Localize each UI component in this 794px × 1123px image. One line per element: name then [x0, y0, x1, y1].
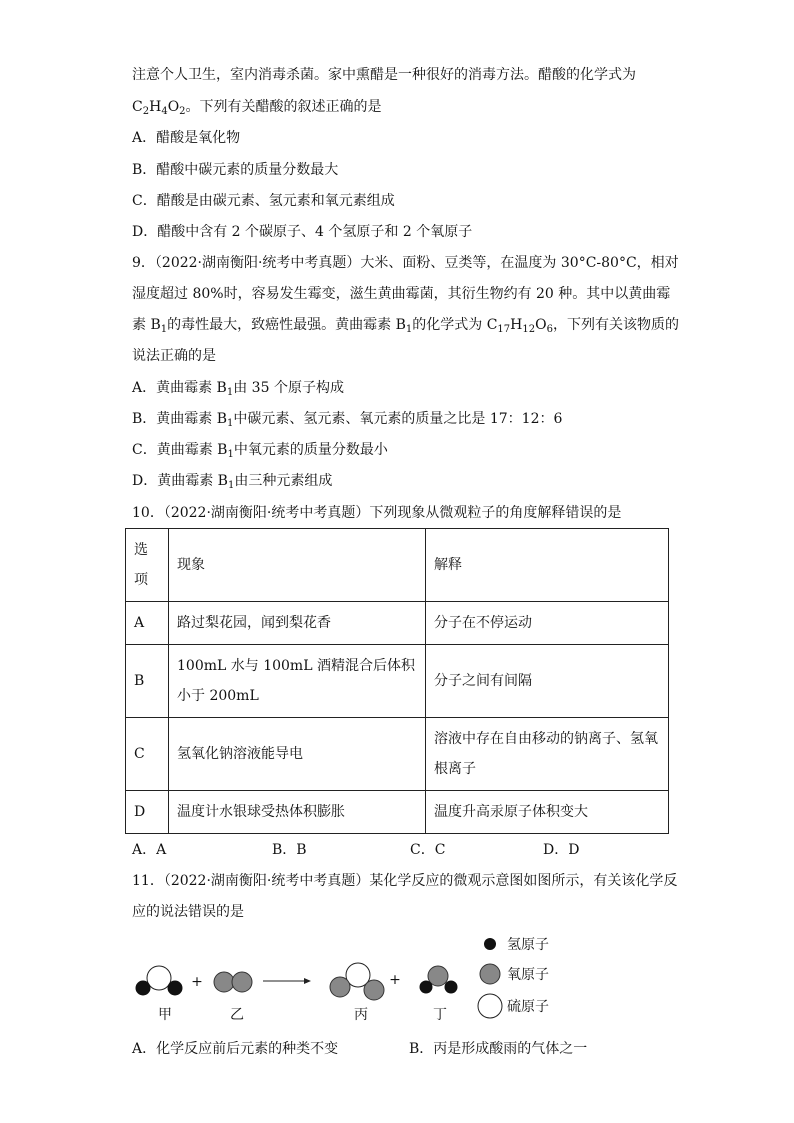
- row-option: A: [126, 602, 169, 645]
- table-row: [126, 791, 669, 834]
- q10-table: [125, 528, 669, 834]
- q9-option-c: C．黄曲霉素 $B_1$中氧元素的质量分数最小: [132, 442, 388, 460]
- q9-option-b: B．黄曲霉素 $B_1$中碳元素、氢元素、氧元素的质量之比是 17：12：6: [132, 411, 563, 429]
- q10-stem: 10．（2022·湖南衡阳·统考中考真题）下列现象从微观粒子的角度解释错误的是: [132, 505, 622, 521]
- table-row: [126, 645, 669, 718]
- q8-option-b: B．醋酸中碳元素的质量分数最大: [132, 162, 339, 178]
- table-row: [126, 602, 669, 645]
- q10-answer-a: A．A: [132, 842, 167, 858]
- q11-stem-line2: 应的说法错误的是: [132, 904, 244, 920]
- q8-stem-line2: $C_2H_4O_2$。下列有关醋酸的叙述正确的是: [132, 99, 382, 117]
- q8-option-d: D．醋酸中含有 2 个碳原子、4 个氢原子和 2 个氧原子: [132, 224, 473, 240]
- label-ding: 丁: [433, 1007, 447, 1023]
- q9-stem-line2: 湿度超过 80%时，容易发生霉变，滋生黄曲霉菌，其衍生物约有 20 种。其中以黄曲霉: [132, 286, 671, 302]
- label-yi: 乙: [230, 1007, 244, 1023]
- q10-answer-c: C．C: [410, 842, 446, 858]
- molecule-yi: [214, 972, 252, 992]
- row-explanation: 温度升高汞原子体积变大: [426, 791, 669, 834]
- table-header-row: [126, 529, 669, 602]
- q9-option-a: A．黄曲霉素 $B_1$由 35 个原子构成: [132, 380, 344, 398]
- row-option: C: [126, 718, 169, 791]
- reaction-diagram: [125, 930, 585, 1030]
- q10-answer-options: [132, 840, 692, 860]
- q11-option-a: A．化学反应前后元素的种类不变: [132, 1041, 339, 1057]
- q10-answer-d: D．D: [543, 842, 580, 858]
- header-phenomenon: 现象: [169, 529, 426, 602]
- legend-oxygen-label: 氧原子: [507, 967, 549, 983]
- row-explanation: 溶液中存在自由移动的钠离子、氢氧根离子: [426, 718, 669, 791]
- label-jia: 甲: [158, 1007, 172, 1023]
- table-row: [126, 718, 669, 791]
- plus-sign-2: +: [389, 972, 401, 988]
- molecule-jia: [136, 966, 182, 995]
- q11-stem-line1: 11．（2022·湖南衡阳·统考中考真题）某化学反应的微观示意图如图所示，有关该化学反: [132, 873, 678, 889]
- molecule-ding: [420, 966, 457, 993]
- legend-hydrogen-icon: [484, 938, 496, 950]
- q9-stem-line3: 素 $B_1$的毒性最大，致癌性最强。黄曲霉素 $B_1$的化学式为 $C_{17}H_{12}O_6$，下列有关该物质的: [132, 317, 679, 335]
- header-explanation: 解释: [426, 529, 669, 602]
- row-option: D: [126, 791, 169, 834]
- row-phenomenon: 温度计水银球受热体积膨胀: [169, 791, 426, 834]
- legend-sulfur-icon: [478, 994, 502, 1018]
- legend-hydrogen-label: 氢原子: [507, 937, 549, 953]
- legend-oxygen-icon: [480, 964, 500, 984]
- label-bing: 丙: [354, 1007, 368, 1023]
- q9-stem-line1: 9．（2022·湖南衡阳·统考中考真题）大米、面粉、豆类等，在温度为 30°C-80°C，相对: [132, 255, 679, 271]
- q10-answer-b: B．B: [272, 842, 307, 858]
- header-option: 选项: [126, 529, 169, 602]
- q8-stem-line1: 注意个人卫生，室内消毒杀菌。家中熏醋是一种很好的消毒方法。醋酸的化学式为: [132, 67, 636, 83]
- row-explanation: 分子在不停运动: [426, 602, 669, 645]
- q8-option-c: C．醋酸是由碳元素、氢元素和氧元素组成: [132, 193, 395, 209]
- row-explanation: 分子之间有间隔: [426, 645, 669, 718]
- row-option: B: [126, 645, 169, 718]
- plus-sign-1: +: [191, 974, 203, 990]
- q11-option-b: B．丙是形成酸雨的气体之一: [409, 1041, 588, 1057]
- q8-formula: $C_2H_4O_2$: [132, 99, 186, 117]
- row-phenomenon: 氢氧化钠溶液能导电: [169, 718, 426, 791]
- legend: [478, 937, 549, 1018]
- reaction-arrow: [263, 978, 311, 984]
- q8-option-a: A．醋酸是氧化物: [132, 130, 241, 146]
- q9-stem-line4: 说法正确的是: [132, 348, 216, 364]
- row-phenomenon: 100mL 水与 100mL 酒精混合后体积小于 200mL: [169, 645, 426, 718]
- molecule-bing: [330, 963, 384, 1000]
- q9-option-d: D．黄曲霉素 $B_1$由三种元素组成: [132, 473, 333, 491]
- row-phenomenon: 路过梨花园，闻到梨花香: [169, 602, 426, 645]
- legend-sulfur-label: 硫原子: [507, 999, 549, 1015]
